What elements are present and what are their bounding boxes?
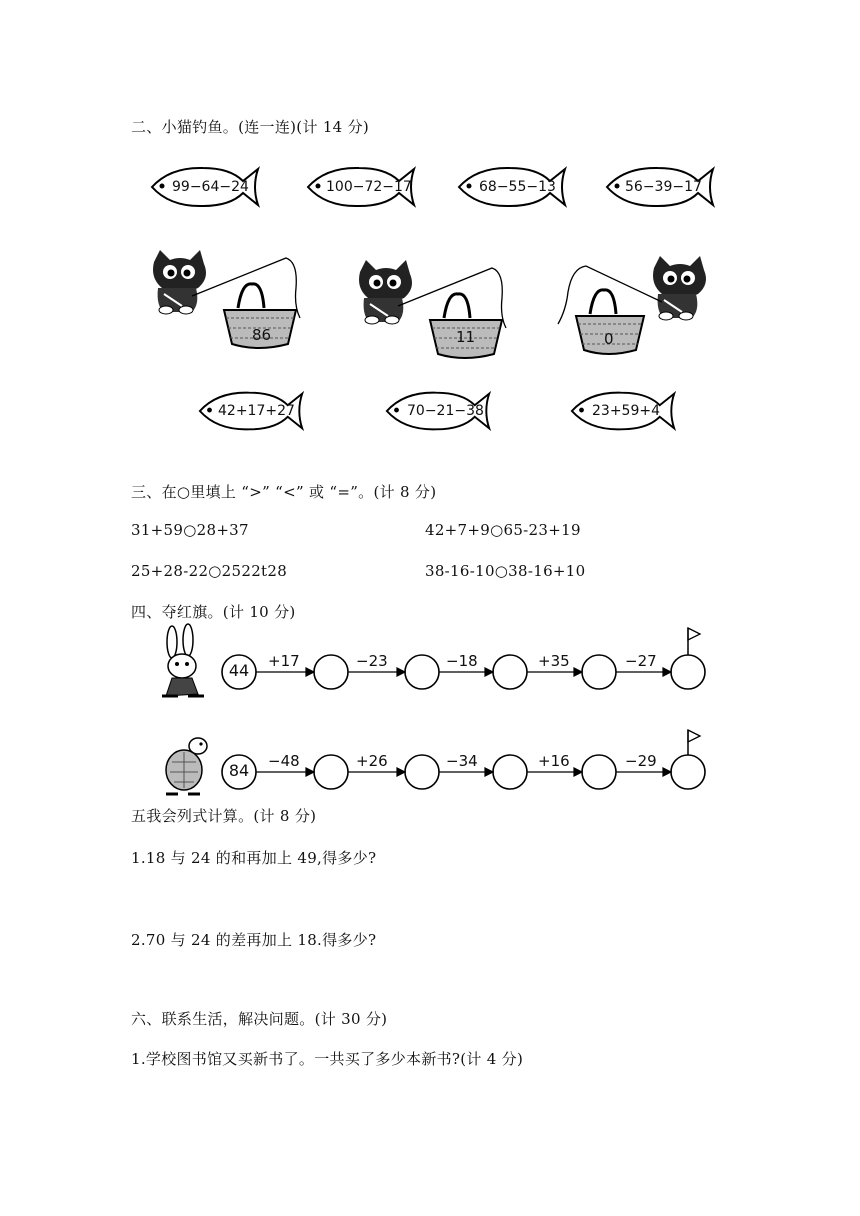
start-number: 44	[228, 661, 250, 680]
fish-bottom-1[interactable]	[196, 388, 308, 434]
rabbit-icon	[162, 624, 204, 696]
cat-basket-1[interactable]	[146, 248, 306, 358]
flag-icon	[688, 628, 700, 655]
op-label: −29	[625, 752, 657, 770]
fish-expression: 56−39−17	[625, 179, 702, 195]
basket-number: 0	[604, 330, 614, 348]
section5-title: 五我会列式计算。(计 8 分)	[131, 807, 317, 825]
cat-basket-3[interactable]	[552, 254, 712, 364]
turtle-icon	[166, 738, 207, 794]
basket-number: 86	[252, 326, 272, 344]
fish-bottom-2[interactable]	[383, 388, 495, 434]
op-label: −23	[356, 652, 388, 670]
fish-expression: 68−55−13	[479, 179, 556, 195]
fish-expression: 23+59+4	[592, 403, 660, 419]
op-label: −27	[625, 652, 657, 670]
op-label: +35	[538, 652, 570, 670]
compare-item[interactable]: 42+7+9○65-23+19	[425, 521, 581, 539]
section2-title: 二、小猫钓鱼。(连一连)(计 14 分)	[131, 118, 370, 136]
section3-title: 三、在○里填上 “>” “<” 或 “=”。(计 8 分)	[131, 483, 437, 501]
turtle-chain	[158, 728, 718, 814]
op-label: +17	[268, 652, 300, 670]
rabbit-chain	[158, 622, 718, 708]
question-1: 1.18 与 24 的和再加上 49,得多少?	[131, 849, 377, 867]
op-label: −48	[268, 752, 300, 770]
op-label: −34	[446, 752, 478, 770]
cat-basket-2[interactable]	[352, 258, 512, 368]
op-label: +26	[356, 752, 388, 770]
op-label: −18	[446, 652, 478, 670]
fish-expression: 42+17+27	[218, 403, 295, 419]
fish-top-2[interactable]	[304, 164, 420, 210]
question-library: 1.学校图书馆又买新书了。一共买了多少本新书?(计 4 分)	[131, 1050, 524, 1068]
section4-title: 四、夺红旗。(计 10 分)	[131, 603, 296, 621]
cat-fishing-icon	[552, 254, 712, 364]
fish-expression: 70−21−38	[407, 403, 484, 419]
compare-item[interactable]: 25+28-22○2522t28	[131, 562, 288, 580]
start-number: 84	[228, 761, 250, 780]
basket-number: 11	[456, 328, 476, 346]
fish-top-4[interactable]	[603, 164, 719, 210]
question-2: 2.70 与 24 的差再加上 18.得多少?	[131, 931, 377, 949]
fish-top-3[interactable]	[455, 164, 571, 210]
compare-item[interactable]: 31+59○28+37	[131, 521, 249, 539]
fish-top-1[interactable]	[148, 164, 264, 210]
cat-fishing-icon	[352, 258, 512, 368]
fish-bottom-3[interactable]	[568, 388, 680, 434]
fish-expression: 99−64−24	[172, 179, 249, 195]
op-label: +16	[538, 752, 570, 770]
flag-icon	[688, 730, 700, 755]
section6-title: 六、联系生活，解决问题。(计 30 分)	[131, 1010, 388, 1028]
cat-fishing-icon	[146, 248, 306, 358]
compare-item[interactable]: 38-16-10○38-16+10	[425, 562, 586, 580]
fish-expression: 100−72−17	[326, 179, 412, 195]
